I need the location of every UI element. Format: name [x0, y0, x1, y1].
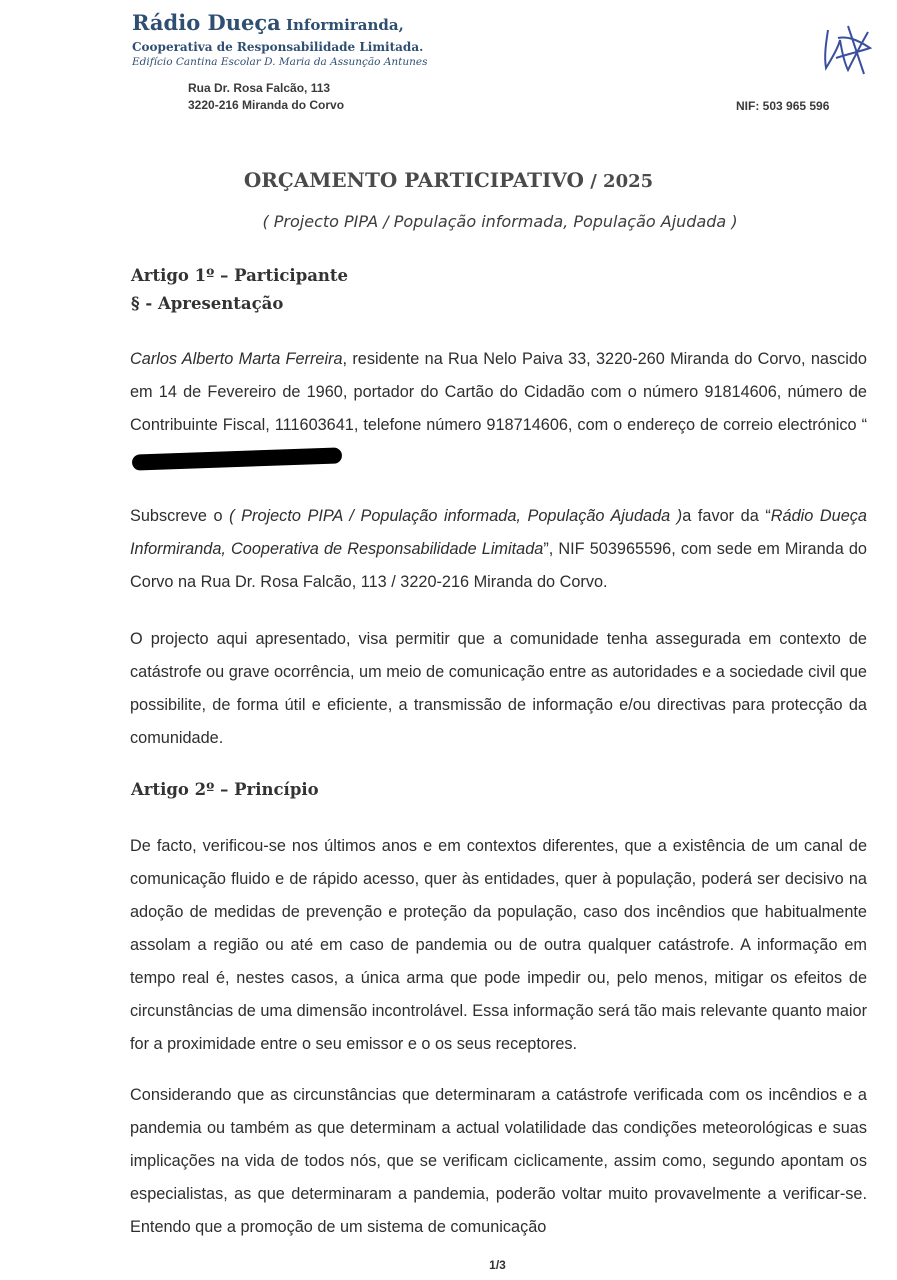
signature-mark — [818, 18, 876, 80]
page-number: 1/3 — [489, 1258, 506, 1272]
letterhead-cooperative: Cooperativa de Responsabilidade Limitada. — [132, 40, 424, 54]
article1-heading: Artigo 1º – Participante — [131, 266, 349, 285]
letterhead — [132, 10, 532, 68]
nif-number: NIF: 503 965 596 — [736, 99, 830, 113]
subscription-paragraph: Subscreve o ( Projecto PIPA / População informada, População Ajudada )a favor da “Rádio Dueça Informiranda, Cooperativa de Responsabilidade Limitada”, NIF 503965596, com sede em Miranda do Corvo na Rua Dr. Rosa Falcão, 113 / 3220-216 Miranda do Corvo. — [130, 507, 867, 591]
document-title: ORÇAMENTO PARTICIPATIVO / 2025 — [243, 168, 654, 192]
letterhead-building: Edifício Cantina Escolar D. Maria da Assunção Antunes — [132, 56, 428, 68]
participant-paragraph: Carlos Alberto Marta Ferreira, residente na Rua Nelo Paiva 33, 3220-260 Miranda do Corvo, nascido em 14 de Fevereiro de 1960, portador do Cartão do Cidadão com o número 91814606, número de Contribuinte Fiscal, 111603641, telefone número 918714606, com o endereço de correio electrónico “ — [130, 343, 867, 475]
letterhead-name: Rádio Dueça Informiranda, — [132, 10, 404, 35]
participant-name: Carlos Alberto Marta Ferreira — [130, 350, 343, 368]
considering-paragraph: Considerando que as circunstâncias que determinaram a catástrofe verificada com os incêndios e a pandemia ou também as que determinam a actual volatilidade das condições meteorológicas e suas implicações na vida de todos nós, que se verificam ciclicamente, assim como, segundo apontam os especialistas, as que determinaram a pandemia, poderão voltar muito provavelmente a verificar-se. Entendo que a promoção de um sistema de comunicação — [130, 1086, 867, 1236]
objective-paragraph: O projecto aqui apresentado, visa permitir que a comunidade tenha assegurada em contexto de catástrofe ou grave ocorrência, um meio de comunicação entre as autoridades e a sociedade civil que possibilite, de forma útil e eficiente, a transmissão de informação e/ou directivas para protecção da comunidade. — [130, 630, 867, 747]
article2-heading: Artigo 2º – Princípio — [131, 780, 319, 799]
address-street: Rua Dr. Rosa Falcão, 113 — [188, 81, 331, 95]
principle-paragraph: De facto, verificou-se nos últimos anos e em contextos diferentes, que a existência de um canal de comunicação fluido e de rápido acesso, quer às entidades, quer à população, poderá ser decisivo na adoção de medidas de prevenção e proteção da população, caso dos incêndios que habitualmente assolam a região ou até em caso de pandemia ou de outra qualquer catástrofe. A informação em tempo real é, nestes casos, a única arma que pode impedir ou, pelo menos, mitigar os efeitos de circunstâncias de uma dimensão incontrolável. Essa informação será tão mais relevante quanto maior for a proximidade entre o seu emissor e o os seus receptores. — [130, 837, 867, 1053]
article1-subheading: § - Apresentação — [131, 294, 284, 313]
redacted-email — [132, 447, 342, 470]
address-postal: 3220-216 Miranda do Corvo — [188, 98, 345, 112]
document-subtitle: ( Projecto PIPA / População informada, População Ajudada ) — [262, 212, 738, 231]
letterhead-address — [188, 80, 344, 114]
